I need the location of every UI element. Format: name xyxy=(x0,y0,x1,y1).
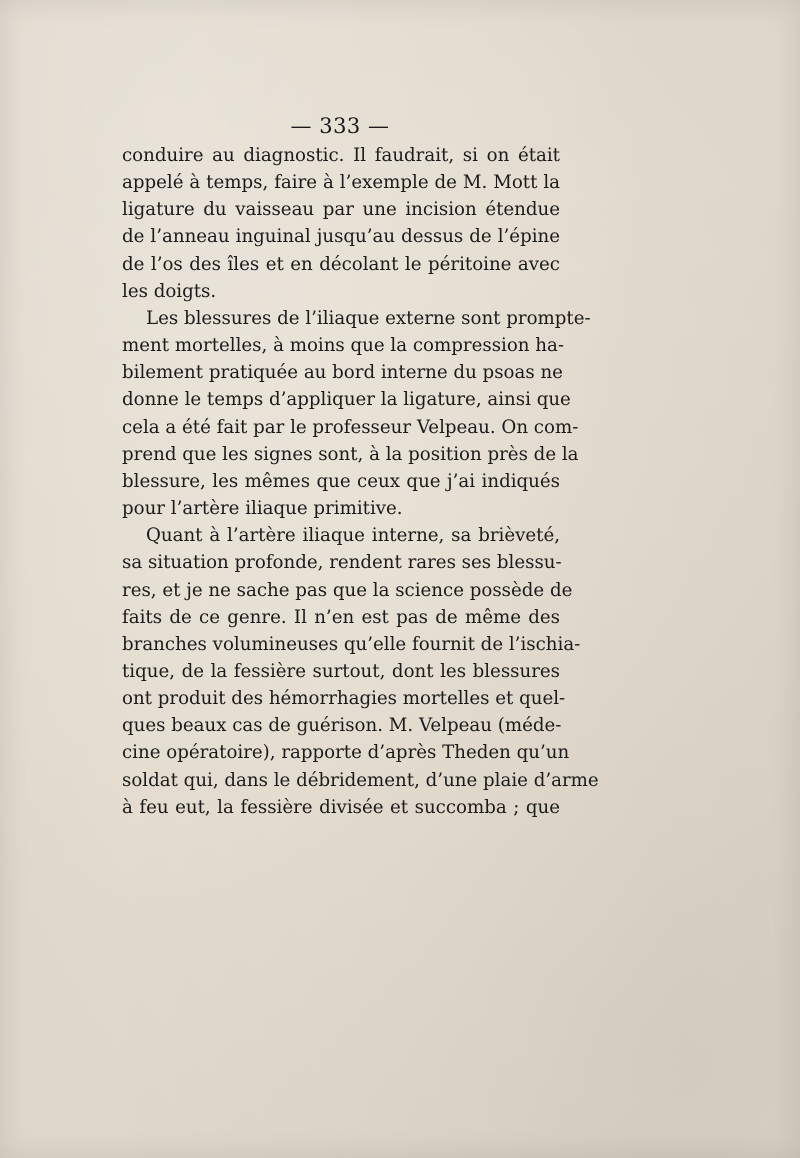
text-line: branches volumineuses qu’elle fournit de l’ischia- xyxy=(122,633,581,655)
text-line: de l’anneau inguinal jusqu’au dessus de l’épine xyxy=(122,226,560,248)
text-line: soldat qui, dans le débridement, d’une plaie d’arme xyxy=(122,769,599,791)
text-line: ques beaux cas de guérison. M. Velpeau (médе- xyxy=(122,715,562,737)
paragraph-1 xyxy=(122,142,560,305)
text-line: conduire au diagnostic. Il faudrait, si on était xyxy=(122,145,560,166)
text-line: bilement pratiquée au bord interne du psoas ne xyxy=(122,362,563,384)
text-line: donne le temps d’appliquer la ligature, ainsi que xyxy=(122,389,571,411)
text-line: blessure, les mêmes que ceux que j’ai indiqués xyxy=(122,470,560,492)
text-line: les doigts. xyxy=(122,280,217,302)
text-line: pour l’artère iliaque primitive. xyxy=(122,498,403,520)
text-line: ligature du vaisseau par une incision étendue xyxy=(122,199,560,221)
text-line: Les blessures de l’iliaque externe sont prompte- xyxy=(146,307,591,329)
text-line: à feu eut, la fessière divisée et succomba ; que xyxy=(122,796,560,818)
page-number: — 333 — xyxy=(290,114,390,138)
text-line: de l’os des îles et en décolant le péritoine avec xyxy=(122,253,560,275)
text-line: Quant à l’artère iliaque interne, sa brièveté, xyxy=(146,525,560,547)
text-line: sa situation profonde, rendent rares ses blessu- xyxy=(122,552,562,574)
paragraph-2 xyxy=(122,305,591,522)
text-line: appelé à temps, faire à l’exemple de M. Mott la xyxy=(122,172,560,194)
text-line: cine opératoire), rapporte d’après Theden qu’un xyxy=(122,742,570,764)
text-line: cela a été fait par le professeur Velpeau. On com- xyxy=(122,416,579,438)
paragraph-3 xyxy=(122,522,599,821)
text-line: ment mortelles, à moins que la compression ha- xyxy=(122,335,564,357)
text-line: ont produit des hémorrhagies mortelles et quel- xyxy=(122,688,566,710)
text-line: prend que les signes sont, à la position près de la xyxy=(122,443,579,465)
text-line: tique, de la fessière surtout, dont les blessures xyxy=(122,660,560,682)
body-text xyxy=(122,142,599,821)
text-line: faits de ce genre. Il n’en est pas de même des xyxy=(122,606,560,628)
text-line: res, et je ne sache pas que la science possède de xyxy=(122,579,573,601)
